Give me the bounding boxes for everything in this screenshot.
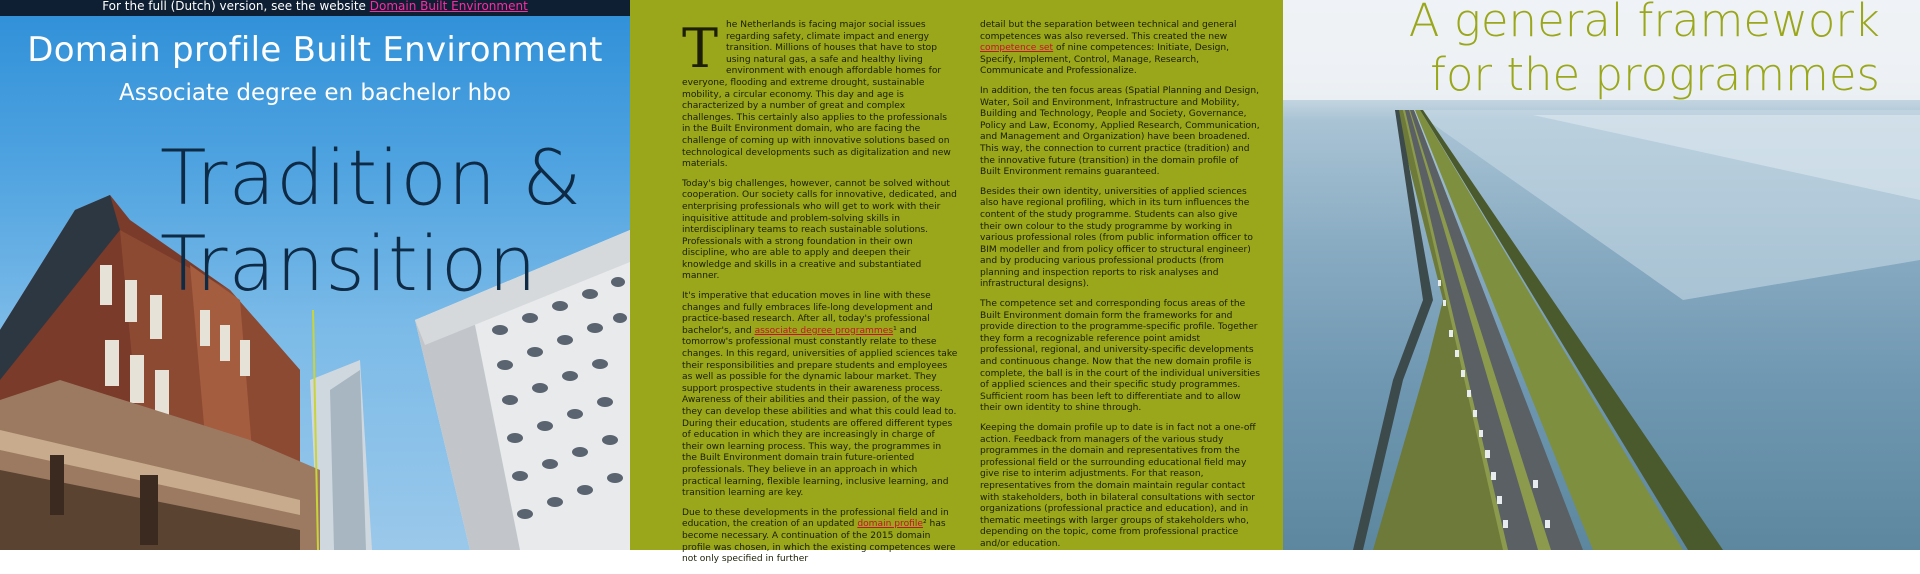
paragraph: The competence set and corresponding focus areas of the Built Environment domain form the frameworks for and provide direction to the programme-specific profile. Together they form a recognizable reference point amidst professional, regional, and university-specific developments and continuous change. Now that the new domain profile is complete, the ball is in the court of the individual universities of applied sciences and their specific study programmes. Sufficient room has been left to differentiate and to allow their own identity to shine through. xyxy=(980,299,1260,414)
paragraph: In addition, the ten focus areas (Spatial Planning and Design, Water, Soil and Environment, Infrastructure and Mobility, Building and Technology, People and Society, Governance, Policy and Law, Economy, Applied Research, Communication, and Management and Organization) have been broadened. This way, the connection to current practice (tradition) and the innovative future (transition) in the domain profile of Built Environment remains guaranteed. xyxy=(980,85,1260,178)
cover-headline-line2: Transition xyxy=(160,219,538,308)
framework-heading-line1: A general framework xyxy=(1408,0,1880,47)
website-notice-text: For the full (Dutch) version, see the website xyxy=(102,0,370,13)
framework-panel xyxy=(1283,0,1920,550)
paragraph: Today's big challenges, however, cannot be solved without cooperation. Our society calls for innovative, dedicated, and enterprising professionals who will get to work with their inquisitive attitude and problem-solving skills in interdisciplinary teams to reach sustainable solutions. Professionals with a strong foundation in their own discipline, who are able to apply and deepen their knowledge and skills in a creative and substantiated manner. xyxy=(682,178,957,282)
cover-headline-line1: Tradition & xyxy=(160,133,583,222)
text-panel xyxy=(630,0,1283,565)
paragraph: Besides their own identity, universities of applied sciences also have regional profiling, which in its turn influences the content of the study programme. Students can also give their own colour to the study programme by working in various professional roles (from public information officer to BIM modeller and from policy officer to structural engineer) and by producing various professional products (from planning and inspection reports to risk analyses and infrastructural designs). xyxy=(980,186,1253,290)
paragraph: The Netherlands is facing major social issues regarding safety, climate impact and energy transition. Millions of houses that have to stop using natural gas, a safe and healthy living environment with enough affordable homes for everyone, flooding and extreme drought, sustainable mobility, a circular economy. This day and age is characterized by a number of great and complex challenges. This certainly also applies to the professionals in the Built Environment domain, who are facing the challenge of coming up with innovative solutions based on technological developments such as digitalization and new materials. xyxy=(682,17,951,170)
text-column-left xyxy=(682,17,958,574)
website-notice xyxy=(0,0,630,16)
cover-title: Domain profile Built Environment xyxy=(27,30,603,70)
paragraph: Keeping the domain profile up to date is in fact not a one-off action. Feedback from managers of the various study programmes in the domain and representatives from the professional field or the surrounding educational field may give rise to interim adjustments. For that reason, representatives from the domain maintain regular contact with stakeholders, both in bilateral consultations with sector organizations (professional practice and education), and in thematic meetings with larger groups of stakeholders who, depending on the topic, come from professional practice and/or education. xyxy=(980,423,1256,549)
framework-heading-line2: for the programmes xyxy=(1430,48,1880,101)
cover-subtitle: Associate degree en bachelor hbo xyxy=(119,80,511,106)
domain-profile-link[interactable]: domain profile xyxy=(857,519,924,530)
competence-set-link[interactable]: competence set xyxy=(980,43,1054,54)
paragraph: Due to these developments in the professional field and in education, the creation of an updated domain profile² has become necessary. A continuation of the 2015 domain profile was chosen, in which the existing competences were not only specified in further xyxy=(682,507,956,565)
drop-cap: T xyxy=(682,17,719,80)
paragraph: It's imperative that education moves in line with these changes and fully embraces life-long development and practice-based research. After all, today's professional bachelor's, and associate degree programmes¹ and tomorrow's professional must constantly relate to these changes. In this regard, universities of applied sciences take their responsibilities and prepare students and employees as well as possible for the dynamic labour market. They support prospective students in their awareness process. Awareness of their abilities and their passion, of the way they can develop these abilities and what this could lead to. During their education, students are offered different types of education in which they are increasingly in charge of their own learning process. This way, the programmes in the Built Environment domain train future-oriented professionals. They believe in an approach in which practical learning, flexible learning, inclusive learning, and transition learning are key. xyxy=(682,291,958,499)
paragraph: detail but the separation between technical and general competences was also reversed. This created the new competence set of nine competences: Initiate, Design, Specify, Implement, Control, Manage, Research, Communicate and Professionalize. xyxy=(980,20,1237,77)
text-column-right xyxy=(980,20,1260,559)
associate-degree-link[interactable]: associate degree programmes xyxy=(754,325,894,336)
domain-website-link[interactable]: Domain Built Environment xyxy=(369,0,528,13)
cover-headline xyxy=(160,135,582,307)
cover-panel xyxy=(0,0,630,550)
framework-heading xyxy=(1280,0,1880,102)
